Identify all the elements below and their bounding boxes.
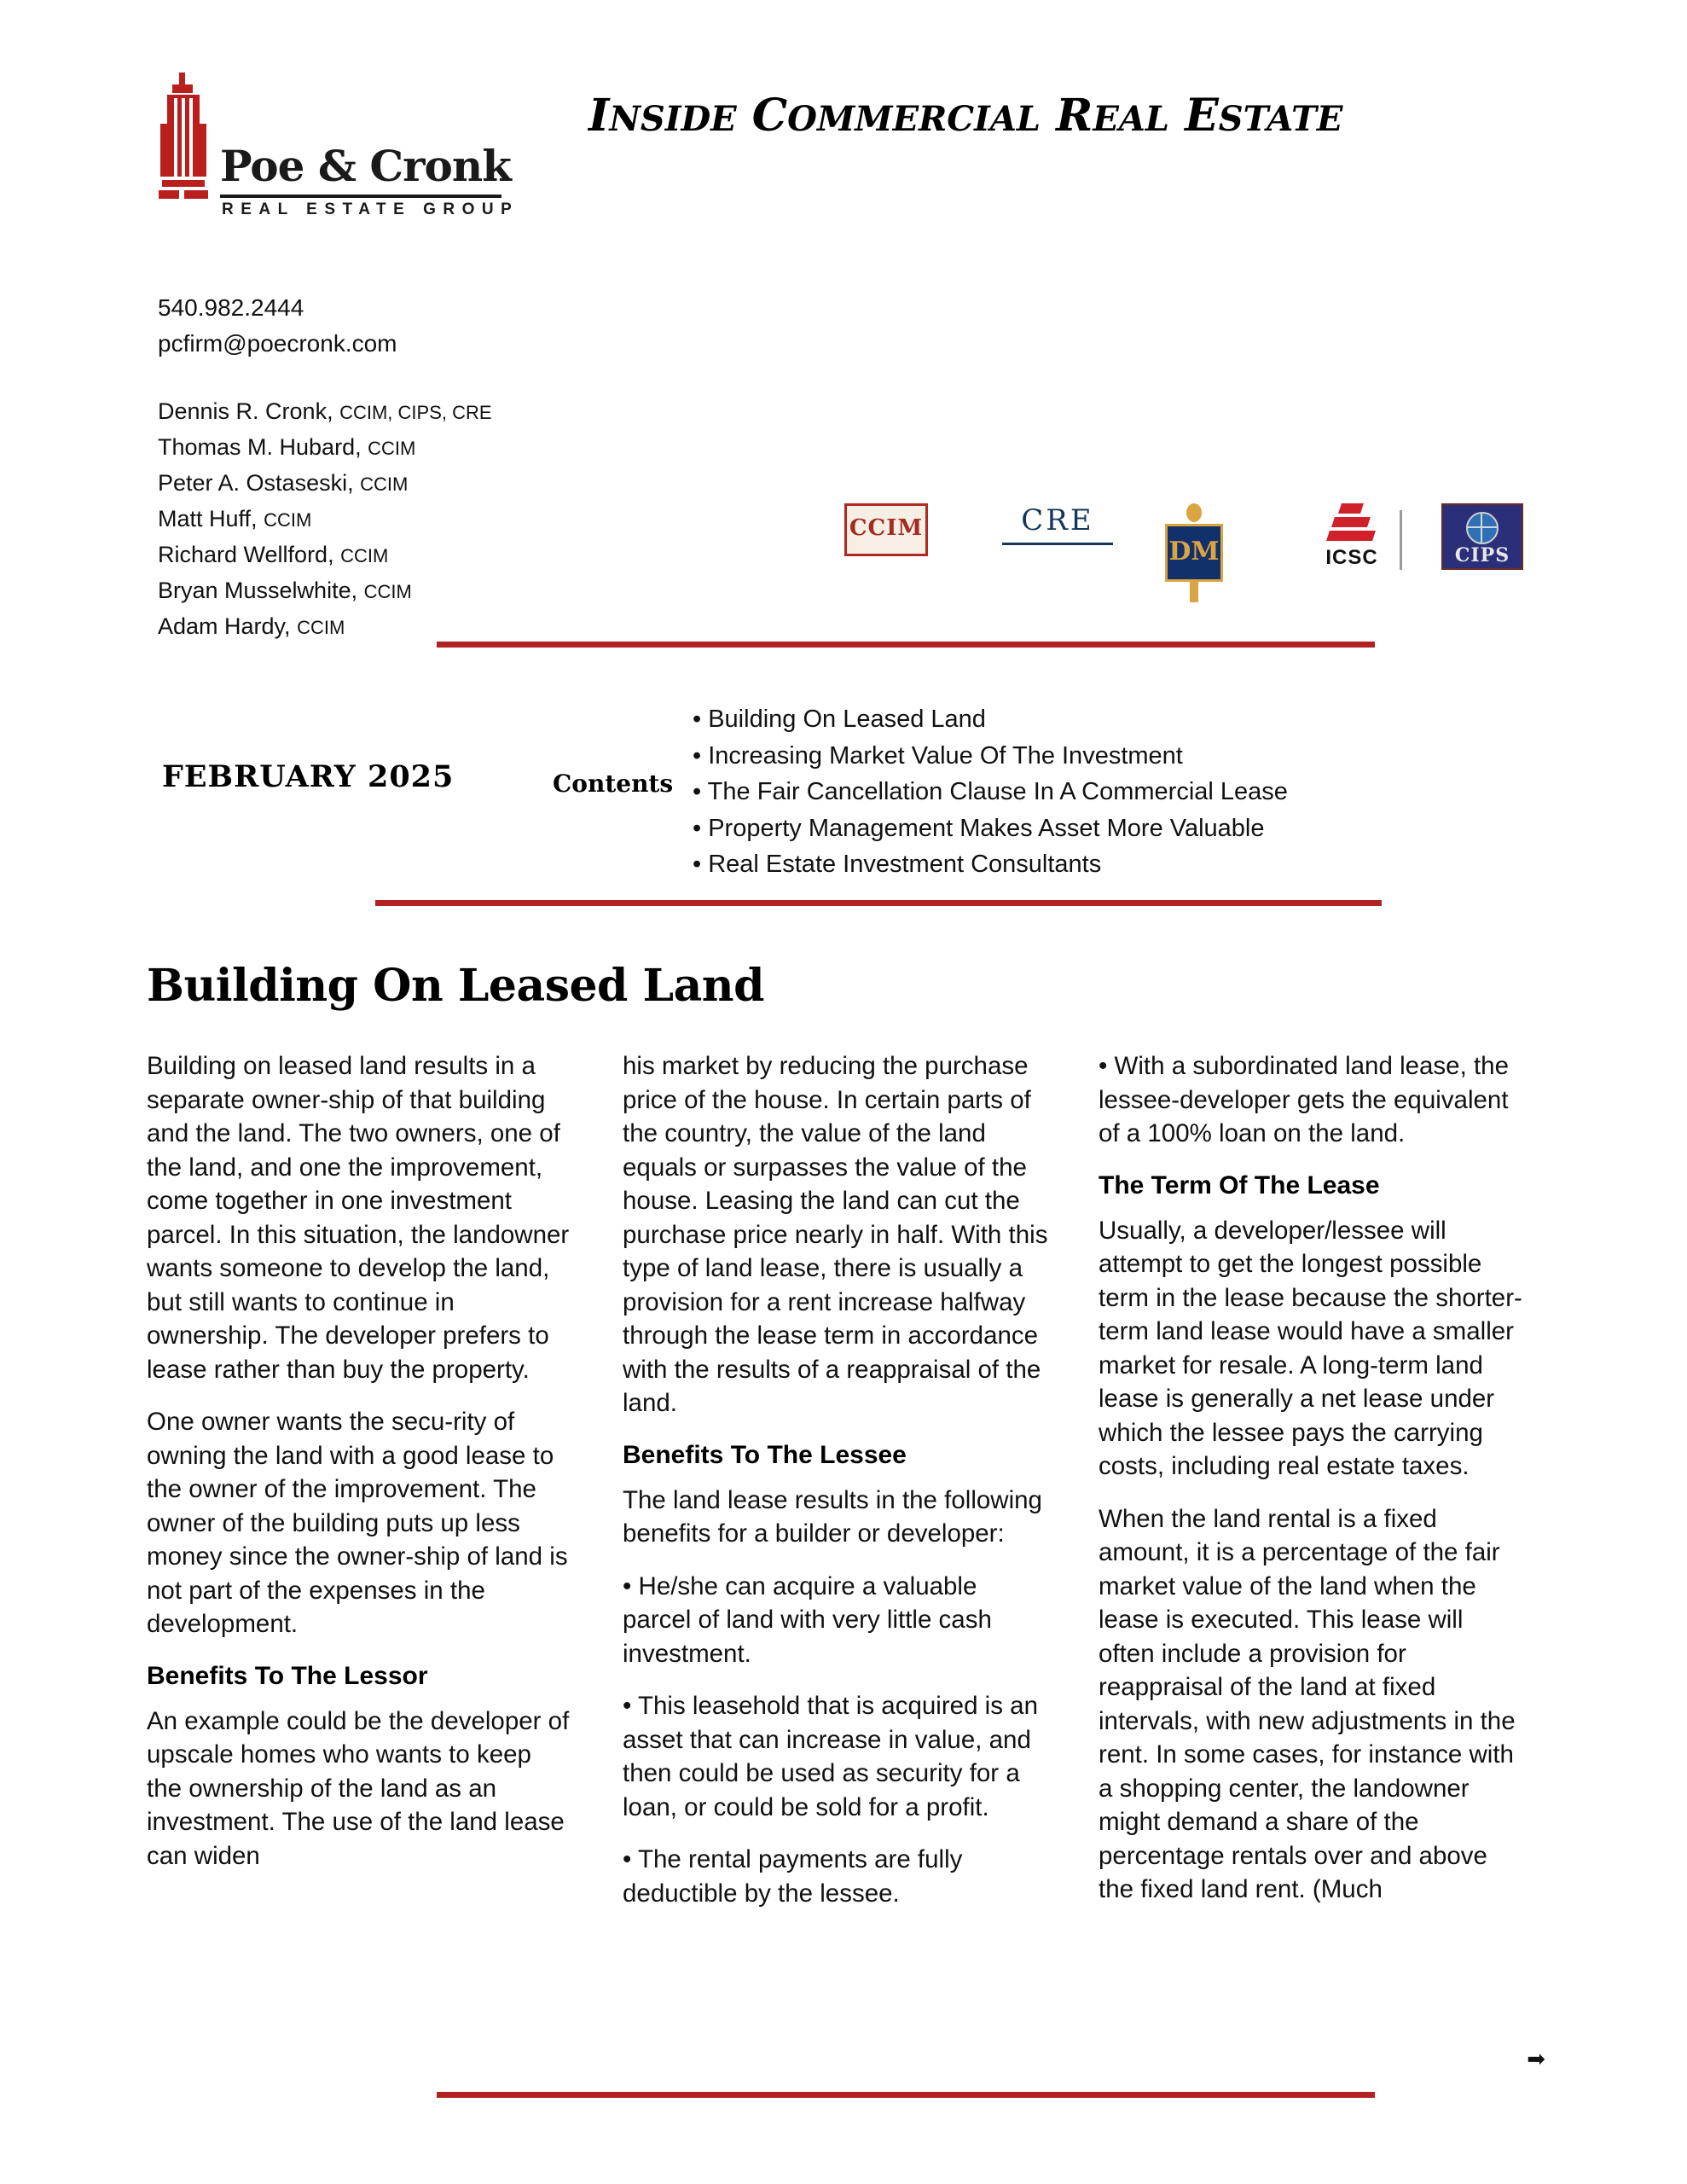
logo-wordmark: Poe & Cronk [220,141,511,191]
cips-icon: CIPS [1441,503,1523,570]
section-heading: Benefits To The Lessee [623,1440,907,1469]
list-item[interactable]: • The Fair Cancellation Clause In A Commercial Lease [693,778,1288,805]
email-address[interactable]: pcfirm@poecronk.com [158,330,397,357]
page-header [0,0,1687,282]
globe-icon [1466,512,1499,544]
icsc-icon: ICSC [1305,503,1399,570]
affiliation-logos [844,503,1535,614]
paragraph: The land lease results in the following benefits for a builder or developer: [623,1485,1042,1548]
continued-arrow-icon: ➡ [1527,2046,1544,2071]
paragraph: An example could be the developer of upscale homes who wants to keep the ownership of the land as an investment. The use of the land lease can widen [147,1706,570,1870]
list-item[interactable]: • Real Estate Investment Consultants [693,851,1102,878]
list-item[interactable]: • Building On Leased Land [693,706,986,733]
agent-list [158,394,492,645]
article-title: Building On Leased Land [147,960,764,1012]
cre-icon: CRE [1002,503,1113,545]
article-body [147,1049,1545,1929]
divider-bottom [437,2092,1375,2098]
list-item: Bryan Musselwhite, CCIM [158,578,412,603]
list-item: Dennis R. Cronk, CCIM, CIPS, CRE [158,398,492,424]
ccim-icon: CCIM [844,503,928,556]
column-3 [1099,1049,1525,1929]
column-1 [147,1049,573,1929]
list-item[interactable]: • Increasing Market Value Of The Investment [693,741,1183,770]
section-heading: The Term Of The Lease [1099,1170,1380,1199]
column-2 [623,1049,1049,1929]
bullet-paragraph: • This leasehold that is acquired is an asset that can increase in value, and then could be used as security for a loan, or could be sold for a profit. [623,1692,1038,1821]
sior-key-shape [1186,503,1202,522]
list-item: Thomas M. Hubard, CCIM [158,434,416,460]
bullet-paragraph: • With a subordinated land lease, the lessee-developer gets the equivalent of a 100% loan on the land. [1099,1052,1509,1147]
list-item: Matt Huff, CCIM [158,506,312,531]
icsc-chevron-shape [1328,503,1376,543]
list-item: Peter A. Ostaseski, CCIM [158,470,409,496]
icsc-divider [1400,510,1402,570]
contact-block [158,290,397,362]
issue-date: FEBRUARY 2025 [162,759,455,794]
logo-divider [220,195,501,198]
contents-list [693,701,1288,883]
sior-monogram: DM [1165,524,1223,582]
divider-contents [375,900,1382,906]
paragraph: his market by reducing the purchase price of the house. In certain parts of the country, the value of the land equals or surpasses the value of the house. Leasing the land can cut the purchase price nearly in half. With this type of land lease, there is usually a provision for a rent increase halfway through the lease term in accordance with the results of a reappraisal of the land. [623,1052,1048,1417]
sior-icon [1160,503,1228,602]
paragraph: When the land rental is a fixed amount, it is a percentage of the fair market value of the land when the lease is executed. This lease will often include a provision for reappraisal of the land at fixed intervals, with new adjustments in the rent. In some cases, for instance with a shopping center, the landowner might demand a share of the percentage rentals over and above the fixed land rent. (Much [1099,1504,1516,1903]
list-item: Adam Hardy, CCIM [158,613,345,639]
paragraph: One owner wants the secu-rity of owning the land with a good lease to the owner of the improvement. The owner of the building puts up less money since the owner-ship of land is not part of the expenses in the development. [147,1408,568,1638]
divider-top [437,642,1375,648]
section-heading: Benefits To The Lessor [147,1661,428,1690]
contents-label: Contents [553,770,674,798]
sior-stem-shape [1190,582,1198,602]
paragraph: Usually, a developer/lessee will attempt to get the longest possible term in the lease because the shorter-term land lease would have a smaller market for resale. A long-term land lease is generally a net lease under which the lessee pays the carrying costs, including real estate taxes. [1099,1216,1522,1480]
paragraph: Building on leased land results in a separate owner-ship of that building and the land. The two owners, one of the land, and one the improvement, come together in one investment parcel. In this situation, the landowner wants someone to develop the land, but still wants to continue in ownership. The developer prefers to lease rather than buy the property. [147,1052,570,1384]
bullet-paragraph: • The rental payments are fully deductible by the lessee. [623,1845,963,1908]
phone-number: 540.982.2444 [158,294,304,321]
list-item[interactable]: • Property Management Makes Asset More Valuable [693,814,1265,842]
list-item: Richard Wellford, CCIM [158,542,389,567]
logo-subtitle: REAL ESTATE GROUP [222,200,519,218]
building-icon [154,73,213,218]
masthead-title: INSIDE COMMERCIAL REAL ESTATE [588,90,1343,142]
bullet-paragraph: • He/she can acquire a valuable parcel of land with very little cash investment. [623,1571,992,1668]
